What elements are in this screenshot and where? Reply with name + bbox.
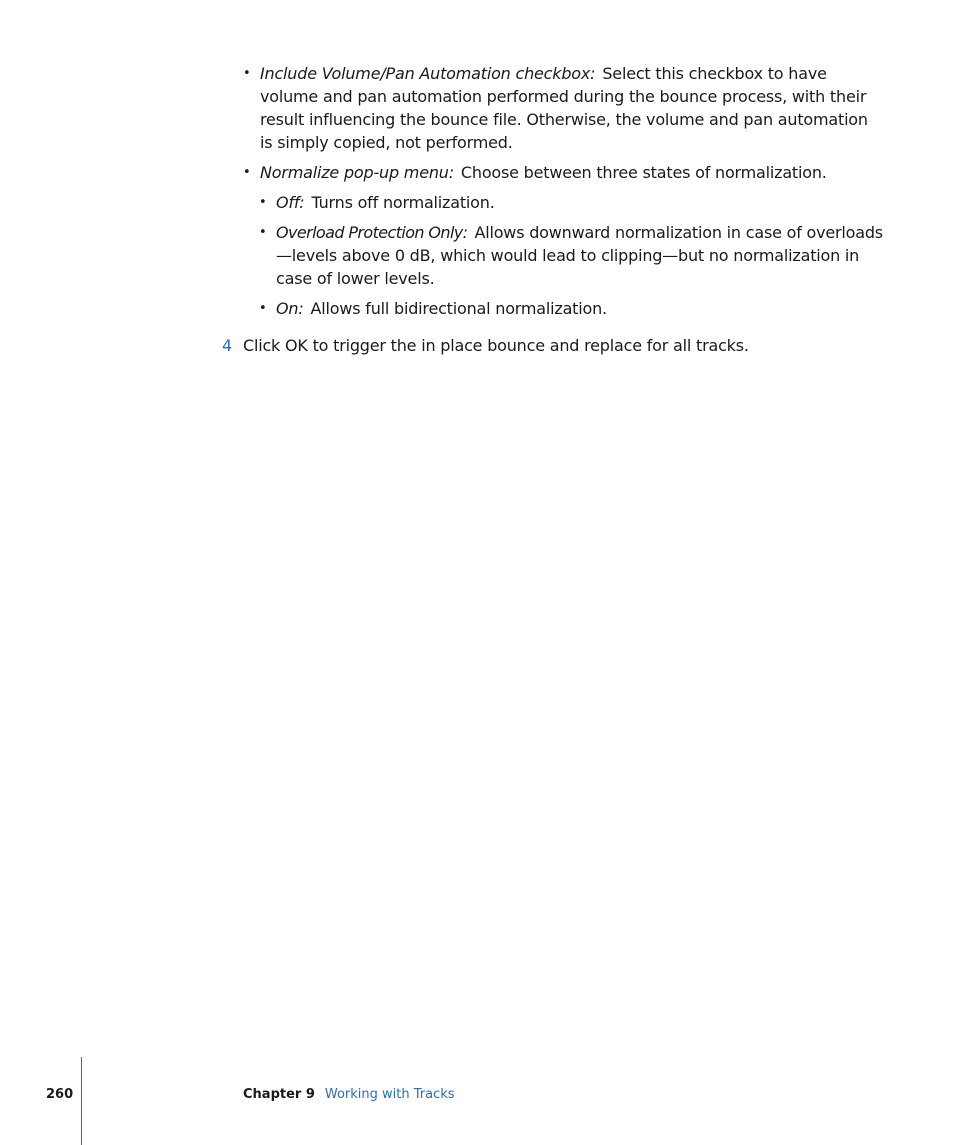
item-term: Off:: [276, 193, 305, 212]
footer-divider: [81, 1057, 82, 1145]
item-text: Choose between three states of normalization.: [460, 163, 827, 182]
step-number: 4: [222, 336, 232, 355]
list-item-normalize-menu: [260, 161, 880, 184]
chapter-title: Working with Tracks: [324, 1087, 455, 1102]
page-number: 260: [46, 1087, 74, 1102]
chapter-label: Chapter 9: [243, 1087, 315, 1102]
list-item-off: [276, 191, 886, 214]
list-item-on: [276, 297, 886, 320]
item-text: Allows full bidirectional normalization.: [310, 299, 607, 318]
item-text: Turns off normalization.: [311, 193, 495, 212]
bullet-marker: •: [243, 165, 251, 180]
footer-chapter: [243, 1086, 455, 1104]
item-term: Overload Protection Only:: [276, 223, 468, 242]
item-text: Allows downward normalization in case of overloads—levels above 0 dB, which would lead to clipping—but no normalization in case of lower levels.: [276, 223, 883, 288]
item-term: Normalize pop-up menu:: [260, 163, 454, 182]
bullet-marker: •: [259, 195, 267, 210]
list-item-include-volume-pan: [260, 62, 880, 154]
bullet-marker: •: [259, 301, 267, 316]
item-term: On:: [276, 299, 304, 318]
list-item-overload-protection: [276, 221, 886, 290]
item-text: Select this checkbox to have volume and pan automation performed during the bounce process, with their result influencing the bounce file. Otherwise, the volume and pan automation is simply copied, not performed.: [260, 64, 868, 152]
step-item: [222, 334, 749, 357]
bullet-marker: •: [243, 66, 251, 81]
step-text: Click OK to trigger the in place bounce and replace for all tracks.: [243, 336, 749, 355]
bullet-marker: •: [259, 225, 267, 240]
item-term: Include Volume/Pan Automation checkbox:: [260, 64, 596, 83]
